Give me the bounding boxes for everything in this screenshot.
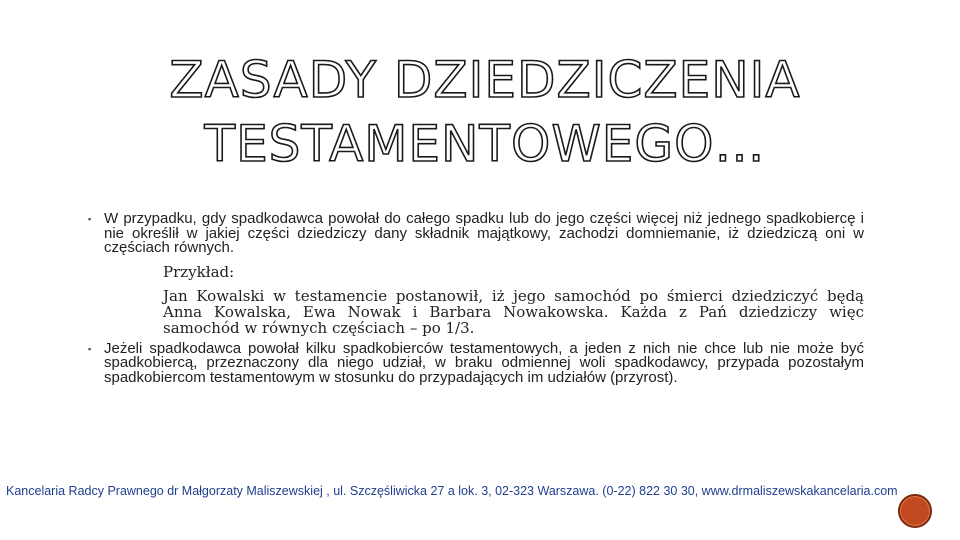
bullet-text-1: W przypadku, gdy spadkodawca powołał do całego spadku lub do jego części więcej niż jednego spadkobiercę i nie określił w jakiej części dziedziczy dany składnik majątkowy, zachodzi domniemanie, iż dziedziczą oni w częściach równych. [104, 210, 864, 256]
slide-body [88, 212, 864, 385]
bullet-text-2: Jeżeli spadkodawca powołał kilku spadkobierców testamentowych, a jeden z nich nie chce lub nie może być spadkobiercą, przeznaczony dla niego udział, w braku odmiennej woli spadkodawcy, przypada pozostałym spadkobiercom testamentowym w stosunku do przypadających im udziałów (przyrost). [104, 339, 864, 386]
slide-title-line-2: TESTAMENTOWEGO… [204, 115, 766, 173]
slide-title [150, 48, 820, 176]
example-text: Jan Kowalski w testamencie postanowił, iż jego samochód po śmierci dziedziczyć będą Anna Kowalska, Ewa Nowak i Barbara Nowakowska. Każda z Pań dziedziczy więc samochód w równych częściach – po 1/3. [163, 286, 864, 337]
bullet-marker-icon: ▪ [88, 214, 92, 224]
footer-contact-text[interactable]: Kancelaria Radcy Prawnego dr Małgorzaty Maliszewskiej , ul. Szczęśliwicka 27 a lok. 3, 02-323 Warszawa. (0-22) 822 30 30, www.drmaliszewskakancelaria.com [6, 484, 898, 498]
bullet-item-1 [88, 212, 864, 256]
page-badge-icon [898, 494, 932, 528]
example-label: Przykład: [163, 262, 235, 281]
bullet-marker-icon: ▪ [88, 343, 92, 354]
slide-title-line-1: ZASADY DZIEDZICZENIA [169, 51, 801, 109]
example-block [163, 264, 864, 336]
bullet-item-2 [88, 339, 864, 386]
